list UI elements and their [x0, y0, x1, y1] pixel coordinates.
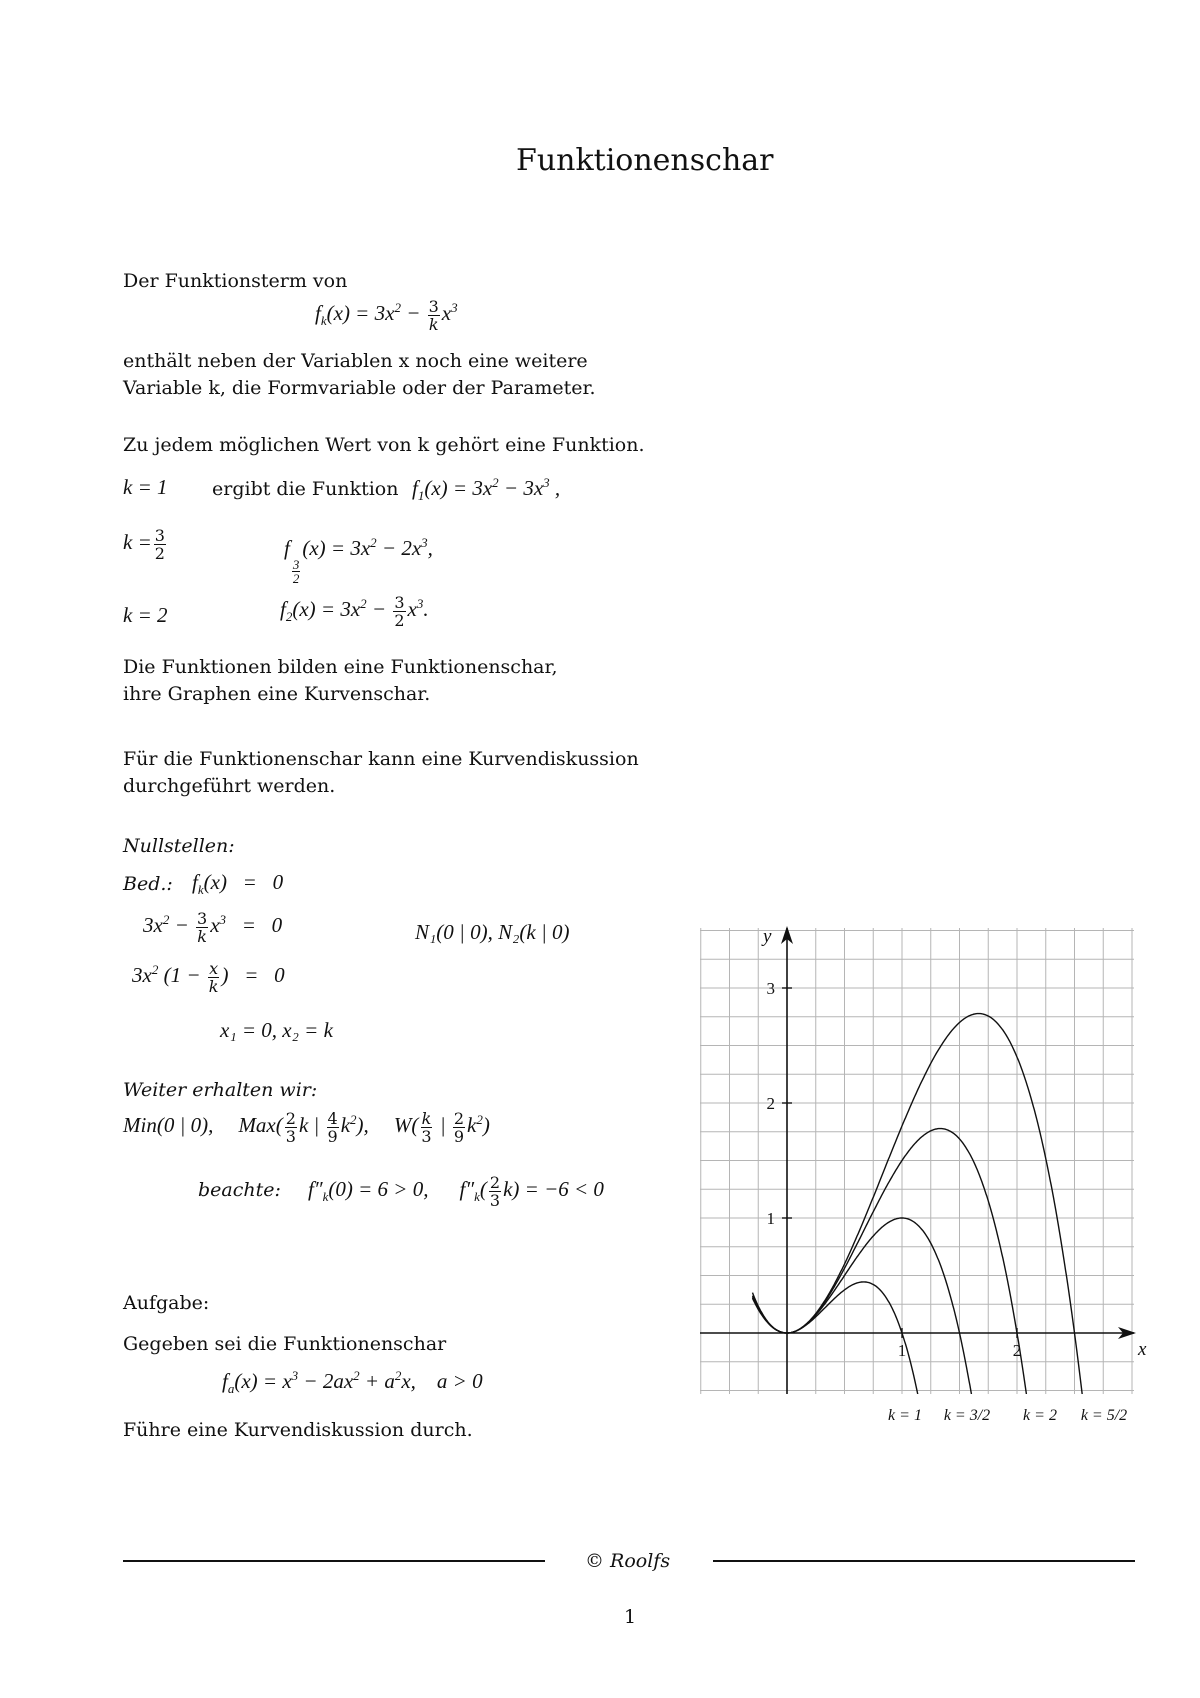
footer-rule-right: [713, 1560, 1135, 1562]
y-tick-label: 1: [766, 1209, 775, 1228]
nullstellen-result: N₁(0 | 0), N₂(k | 0): [415, 920, 570, 944]
chart-grid: [700, 928, 1134, 1394]
x-tick-label: 2: [1012, 1341, 1022, 1360]
intro-line-2: enthält neben der Variablen x noch eine weitere: [123, 350, 588, 372]
beachte-line: beachte: $f''_k(0) = 6 > 0$, $f''_k$( $\frac{2}{3}$ k) = −6 < 0: [198, 1173, 604, 1210]
curve-label: k = 1: [888, 1407, 922, 1424]
chart-curves: [753, 1014, 1156, 1698]
equation-line-1: $f_k(x) = 0$: [192, 870, 284, 898]
intro-line-3: Variable k, die Formvariable oder der Parameter.: [123, 377, 596, 399]
formula-fk: $f_k(x) = 3x^2$ − $\frac{3}{k}$ $x^3$: [315, 297, 458, 334]
paragraph-schar-2: ihre Graphen eine Kurvenschar.: [123, 683, 431, 705]
intro-line-1: Der Funktionsterm von: [123, 270, 348, 292]
paragraph-values: Zu jedem möglichen Wert von k gehört eine Funktion.: [123, 434, 645, 456]
y-axis-label: y: [763, 926, 772, 947]
nullstellen-heading: Nullstellen:: [123, 835, 235, 857]
weiter-heading: Weiter erhalten wir:: [123, 1079, 318, 1101]
paragraph-kd-2: durchgeführt werden.: [123, 775, 336, 797]
equation-line-3: $3x^2$ (1 − $\frac{x}{k}$ ) = 0: [132, 959, 285, 996]
x-tick-label: 1: [897, 1341, 907, 1360]
y-tick-label: 3: [766, 979, 775, 998]
footer-author: © Roolfs: [585, 1550, 671, 1572]
nullstellen-bed: Bed.:: [123, 873, 173, 895]
aufgabe-task: Führe eine Kurvendiskussion durch.: [123, 1419, 473, 1441]
example-k1: k = 1: [123, 475, 168, 499]
y-tick-label: 2: [766, 1094, 775, 1113]
curve-label: k = 2: [1023, 1407, 1057, 1424]
aufgabe-heading: Aufgabe:: [123, 1292, 210, 1314]
curve-k-3-2: [753, 1218, 1119, 1698]
example-k1-text: ergibt die Funktion: [212, 478, 399, 500]
curve-label: k = 3/2: [943, 1407, 991, 1424]
example-k32: k = $\frac{3}{2}$: [123, 526, 165, 563]
equation-line-2: $3x^2$ − $\frac{3}{k}$ $x^3 = 0$: [143, 909, 283, 946]
page-title: Funktionenschar: [516, 143, 774, 178]
footer-rule-left: [123, 1560, 545, 1562]
aufgabe-line-1: Gegeben sei die Funktionenschar: [123, 1333, 447, 1355]
curve-k-5-2: [753, 1014, 1156, 1698]
curve-label: k = 5/2: [1080, 1407, 1128, 1424]
example-k2: k = 2: [123, 603, 168, 627]
x-axis-label: x: [1138, 1339, 1147, 1360]
equation-solutions: x₁ = 0, x₂ = k: [220, 1018, 333, 1042]
aufgabe-formula: $f_a(x) = x^3 - 2ax^2 + a^2x$, a > 0: [222, 1368, 483, 1397]
page-number: 1: [624, 1606, 637, 1628]
example-f2: $f_2(x) = 3x^2$ − $\frac{3}{2}$ $x^3$.: [280, 593, 429, 630]
example-f32: f $\frac{3}{2}$ $(x) = 3x^2 - 2x^3$,: [284, 535, 433, 586]
paragraph-schar-1: Die Funktionen bilden eine Funktionenschar,: [123, 656, 558, 678]
example-f1: $f_1(x) = 3x^2 - 3x^3$ ,: [412, 475, 561, 504]
extrema-line: Min(0 | 0), Max( $\frac{2}{3}$ k | $\frac{4}{9}$ $k^2$), W( $\frac{k}{3}$ | $\frac{2}{9}$ $k^2$): [123, 1109, 490, 1146]
paragraph-kd-1: Für die Funktionenschar kann eine Kurvendiskussion: [123, 748, 639, 770]
chart-labels: [761, 926, 1147, 1424]
